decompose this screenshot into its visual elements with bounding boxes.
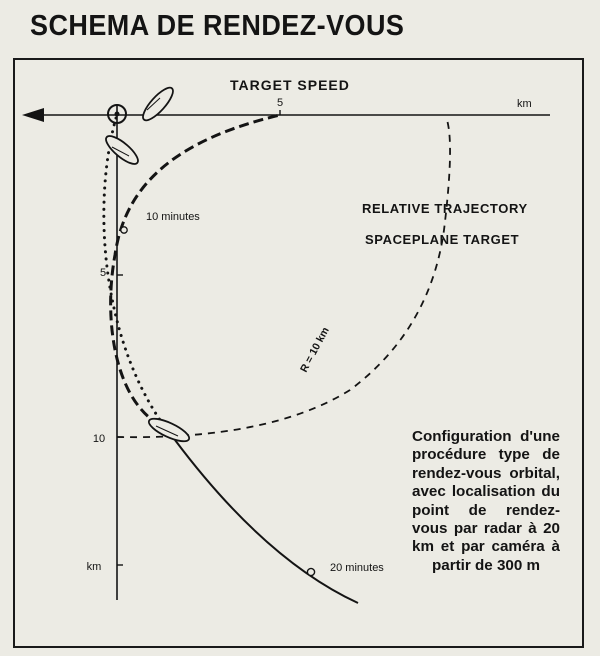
spaceplane-icon-approach [102, 132, 142, 168]
x-axis-arrow [22, 108, 44, 122]
time-label-10: 10 minutes [146, 211, 200, 223]
page-title: SCHEMA DE RENDEZ-VOUS [30, 10, 405, 42]
x-tick-5-label: 5 [276, 97, 284, 109]
target-dot [115, 112, 120, 117]
legend-line-2: SPACEPLANE TARGET [365, 232, 520, 247]
y-tick-10-label: 10 [92, 433, 106, 445]
spaceplane-icon-lower [146, 414, 192, 445]
marker-20-minutes [307, 568, 314, 575]
legend-line-1: RELATIVE TRAJECTORY [362, 201, 528, 216]
marker-10-minutes [121, 227, 127, 233]
y-tick-5-label: 5 [99, 267, 107, 279]
figure-caption: Configuration d'une procédure type de rendez-vous orbital, avec localisation du point de rendez-vous par radar à 20 km et par caméra à partir de 300 m [412, 428, 560, 574]
solid-trajectory [175, 440, 358, 603]
target-speed-label: TARGET SPEED [230, 77, 350, 93]
y-unit-label: km [86, 561, 102, 573]
spaceplane-icon-top [139, 84, 178, 125]
time-label-20: 20 minutes [330, 562, 384, 574]
x-unit-label: km [517, 98, 532, 110]
radius-label: R = 10 km [298, 325, 332, 375]
